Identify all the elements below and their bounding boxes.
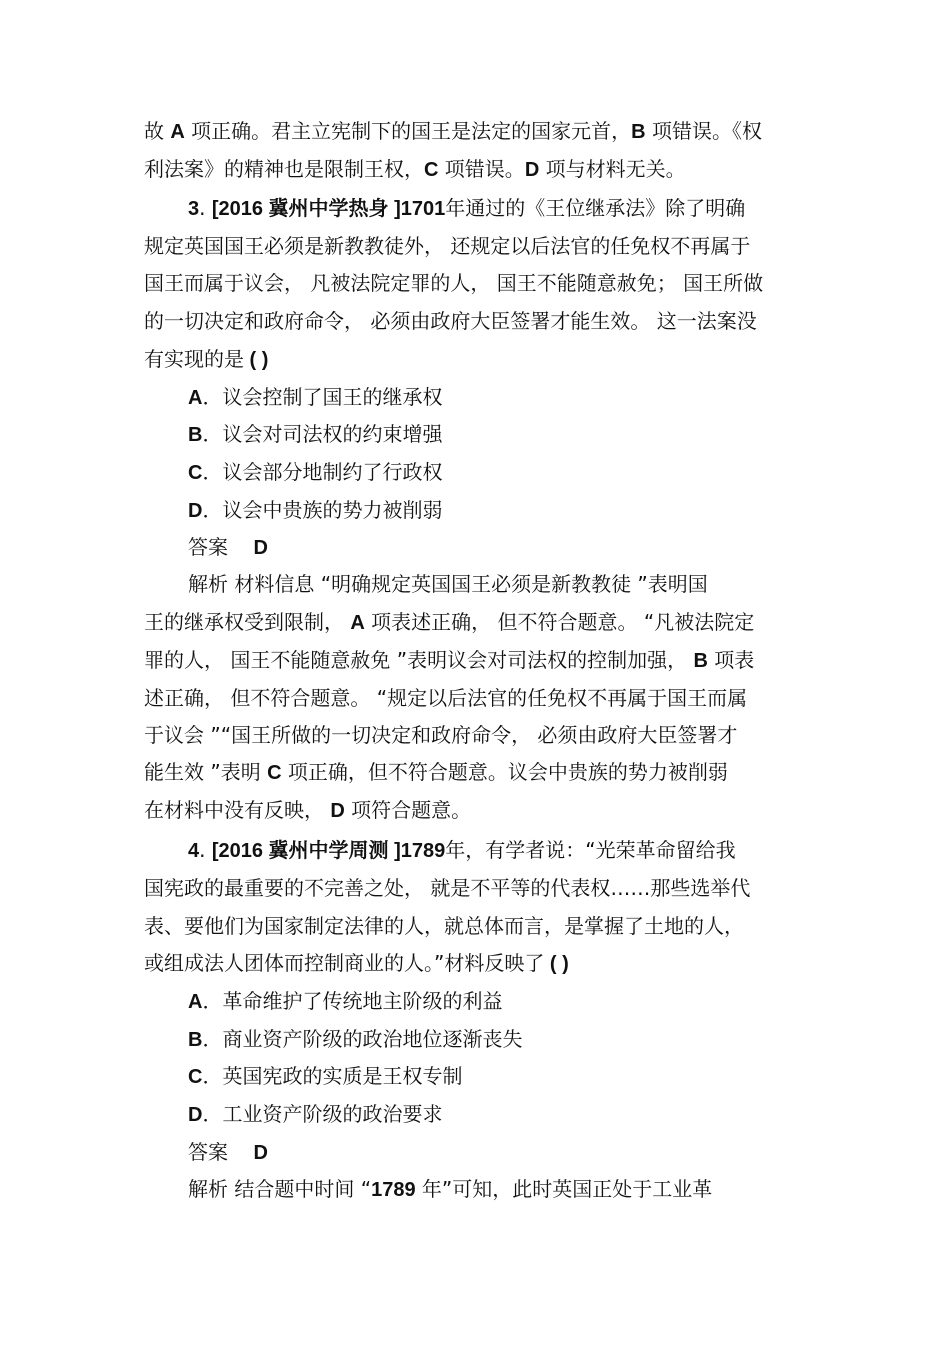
answer-blank: ( ) — [544, 953, 569, 975]
question-3-analysis-line-4: 述正确， 但不符合题意。 “规定以后法官的任免权不再属于国王而属 — [144, 686, 748, 710]
question-3-option-d: D．议会中贵族的势力被削弱 — [188, 498, 443, 522]
question-source: [2016 冀州中学热身 ] — [211, 198, 401, 220]
question-4-option-c: C．英国宪政的实质是王权专制 — [188, 1064, 463, 1088]
question-4-stem-line-2: 国宪政的最重要的不完善之处， 就是不平等的代表权……那些选举代 — [144, 876, 751, 900]
question-3-option-a: A．议会控制了国王的继承权 — [188, 385, 443, 409]
prev-analysis-line-1: 故 A 项正确。君主立宪制下的国王是法定的国家元首，B 项错误。《权 — [144, 119, 762, 143]
question-4-stem-line-4: 或组成法人团体而控制商业的人。”材料反映了 ( ) — [144, 951, 569, 975]
question-3-stem-line-1: 3. [2016 冀州中学热身 ]1701年通过的《王位继承法》除了明确 — [188, 196, 746, 220]
question-3-analysis-line-7: 在材料中没有反映， D 项符合题意。 — [144, 798, 472, 822]
question-4-option-d: D．工业资产阶级的政治要求 — [188, 1102, 443, 1126]
prev-analysis-line-2: 利法案》的精神也是限制王权，C 项错误。D 项与材料无关。 — [144, 157, 686, 181]
question-3-analysis-line-3: 罪的人， 国王不能随意赦免 ”表明议会对司法权的控制加强， B 项表 — [144, 648, 755, 672]
question-number: 3 — [188, 198, 200, 220]
question-3-stem-line-3: 国王而属于议会， 凡被法院定罪的人， 国王不能随意赦免； 国王所做 — [144, 271, 764, 295]
question-3-option-c: C．议会部分地制约了行政权 — [188, 460, 443, 484]
question-4-analysis-line-1: 解析 结合题中时间 “1789 年”可知，此时英国正处于工业革 — [188, 1177, 713, 1201]
question-4-option-b: B．商业资产阶级的政治地位逐渐丧失 — [188, 1027, 523, 1051]
question-3-stem-line-4: 的一切决定和政府命令， 必须由政府大臣签署才能生效。 这一法案没 — [144, 309, 757, 333]
question-3-stem-line-2: 规定英国国王必须是新教教徒外， 还规定以后法官的任免权不再属于 — [144, 234, 751, 258]
question-3-stem-line-5: 有实现的是 ( ) — [144, 347, 269, 371]
question-3-analysis-line-1: 解析 材料信息 “明确规定英国国王必须是新教教徒 ”表明国 — [188, 572, 708, 596]
answer-blank: ( ) — [244, 349, 269, 371]
question-number: 4 — [188, 840, 200, 862]
question-3-answer: 答案 D — [188, 535, 268, 559]
question-source: [2016 冀州中学周测 ] — [211, 840, 401, 862]
question-4-option-a: A．革命维护了传统地主阶级的利益 — [188, 989, 503, 1013]
question-3-analysis-line-5: 于议会 ”“国王所做的一切决定和政府命令， 必须由政府大臣签署才 — [144, 723, 738, 747]
question-4-stem-line-1: 4. [2016 冀州中学周测 ]1789年，有学者说：“光荣革命留给我 — [188, 838, 736, 862]
question-4-stem-line-3: 表、要他们为国家制定法律的人，就总体而言，是掌握了土地的人， — [144, 914, 744, 938]
question-4-answer: 答案 D — [188, 1140, 268, 1164]
question-3-option-b: B．议会对司法权的约束增强 — [188, 422, 443, 446]
question-3-analysis-line-6: 能生效 ”表明 C 项正确，但不符合题意。议会中贵族的势力被削弱 — [144, 760, 728, 784]
question-3-analysis-line-2: 王的继承权受到限制， A 项表述正确， 但不符合题意。 “凡被法院定 — [144, 610, 755, 634]
